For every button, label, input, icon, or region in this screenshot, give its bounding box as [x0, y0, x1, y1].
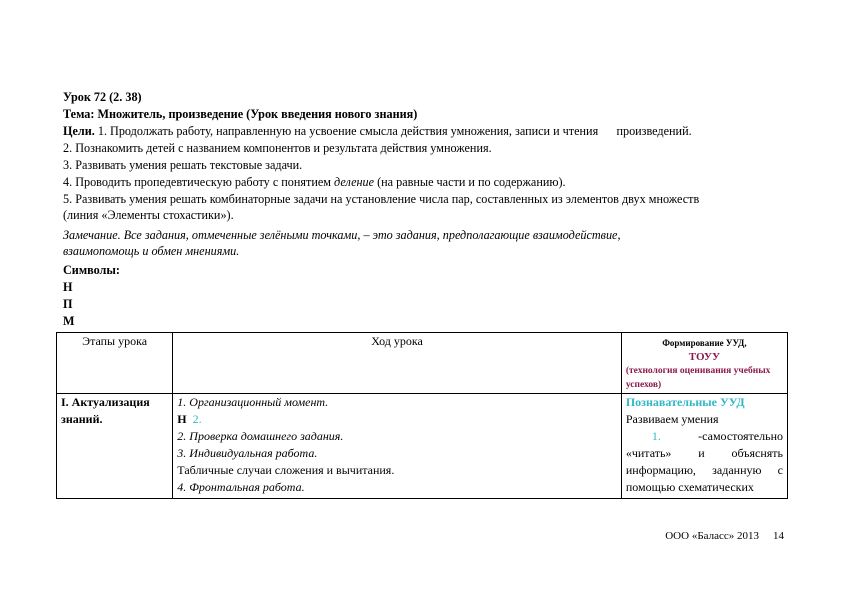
goal-4-suffix: (на равные части и по содержанию).: [374, 175, 566, 189]
topic-text: Множитель, произведение (Урок введения нового знания): [94, 107, 418, 121]
note-line-2: взаимопомощь и обмен мнениями.: [63, 244, 240, 258]
stage-label: I. Актуализация знаний.: [61, 395, 150, 426]
table-row: [57, 394, 788, 499]
step-1: 1. Организационный момент.: [177, 395, 329, 409]
symbol-m: М: [63, 314, 75, 328]
header-tech: (технология оценивания учебных успехов): [625, 366, 771, 390]
step-4: 4. Фронтальная работа.: [177, 480, 305, 494]
uud-item: [626, 428, 783, 496]
note-line-1: Замечание. Все задания, отмеченные зелёными точками, – это задания, предполагающие взаимодействие,: [63, 228, 621, 242]
goal-1-line: [63, 123, 787, 139]
header-uud-title: Формирование УУД,: [662, 338, 747, 348]
topic-label: Тема:: [63, 107, 95, 121]
header-toyy: ТОУУ: [688, 351, 721, 363]
goal-4-term: деление: [334, 175, 375, 189]
header-stages: [57, 333, 173, 394]
footer-company: ООО «Баласс» 2013: [665, 530, 759, 542]
lesson-flow-cell: [173, 394, 622, 499]
step-3: 3. Индивидуальная работа.: [177, 446, 318, 460]
goal-5-line-2: (линия «Элементы стохастики»).: [63, 208, 234, 222]
stage-cell: [57, 394, 173, 499]
goal-4-prefix: 4. Проводить пропедевтическую работу с понятием: [63, 175, 335, 189]
uud-title: Познавательные УУД: [625, 395, 745, 409]
footer: [665, 530, 784, 542]
step-h-letter: Н: [177, 412, 187, 426]
topic-line: [63, 106, 787, 122]
symbols-label: Символы:: [63, 263, 120, 277]
step-h-line: [177, 411, 617, 428]
uud-num: 1.: [651, 429, 661, 443]
goals-label: Цели.: [63, 124, 95, 138]
header-lesson-flow-label: Ход урока: [371, 334, 423, 348]
uud-cell: [621, 394, 787, 499]
step-h-num: 2.: [192, 412, 202, 426]
step-2: 2. Проверка домашнего задания.: [177, 429, 344, 443]
header-lesson-flow: [173, 333, 622, 394]
page-number: 14: [773, 530, 784, 542]
goal-2: 2. Познакомить детей с названием компонентов и результата действия умножения.: [63, 141, 492, 155]
uud-sub: Развиваем умения: [625, 412, 719, 426]
goal-1: 1. Продолжать работу, направленную на усвоение смысла действия умножения, записи и чтения произведений.: [94, 124, 692, 138]
goal-5-line-1: 5. Развивать умения решать комбинаторные задачи на установление числа пар, составленных из элементов двух множеств: [63, 192, 700, 206]
lesson-table: [56, 332, 788, 499]
lesson-number: Урок 72 (2. 38): [63, 90, 142, 104]
symbol-h: Н: [63, 280, 73, 294]
uud-text: -самостоятельно «читать» и объяснять информацию, заданную с помощью схематических: [625, 429, 783, 494]
step-3-text: Табличные случаи сложения и вычитания.: [177, 463, 395, 477]
header-stages-label: Этапы урока: [82, 334, 148, 348]
symbol-p: П: [63, 297, 73, 311]
table-header-row: [57, 333, 788, 394]
goal-3: 3. Развивать умения решать текстовые задачи.: [63, 158, 303, 172]
goal-4-line: [63, 174, 787, 190]
header-uud: [621, 333, 787, 394]
